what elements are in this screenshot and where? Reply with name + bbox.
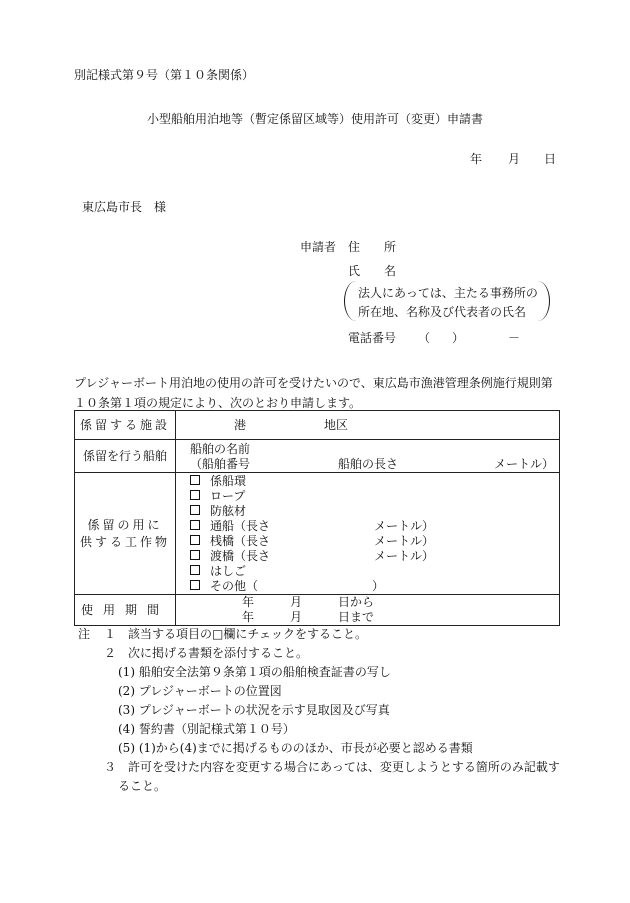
note-2-item-2: (2) プレジャーボートの位置図 bbox=[118, 684, 282, 698]
period-from-year: 年 bbox=[242, 595, 255, 609]
pier-meter-label: メートル） bbox=[374, 534, 435, 548]
corporate-note-line-2: 所在地、名称及び代表者の氏名 bbox=[358, 305, 527, 319]
note-2-item-1: (1) 船舶安全法第９条第１項の船舶検査証書の写し bbox=[118, 665, 391, 679]
structure-item-fender[interactable]: 防舷材 bbox=[190, 504, 246, 519]
checkbox[interactable] bbox=[190, 505, 200, 515]
structure-item-ladder[interactable]: はしご bbox=[190, 564, 246, 579]
note-3-continued: ること。 bbox=[118, 779, 167, 793]
vessel-row bbox=[75, 440, 560, 473]
addressee: 東広島市長 様 bbox=[82, 200, 167, 214]
period-row bbox=[75, 595, 560, 626]
applicant-label: 申請者 bbox=[300, 240, 337, 254]
form-number-label: 別記様式第９号（第１０条関係） bbox=[74, 68, 255, 82]
structure-item-gangway[interactable]: 渡橋（長さ bbox=[190, 549, 270, 564]
vessel-number-label: （船舶番号 bbox=[190, 457, 251, 471]
other-paren-close: ） bbox=[372, 579, 385, 593]
note-2-item-4: (4) 誓約書（別記様式第１０号） bbox=[118, 722, 295, 736]
facility-label: 係留する施設 bbox=[75, 411, 176, 440]
structure-item-rope[interactable]: ロープ bbox=[190, 489, 245, 504]
vessel-length-label: 船舶の長さ bbox=[338, 457, 399, 471]
date-month-label: 月 bbox=[508, 152, 521, 166]
checkbox[interactable] bbox=[190, 535, 200, 545]
period-from-month: 月 bbox=[290, 595, 303, 609]
note-1: 注 １ 該当する項目の□欄にチェックをすること。 bbox=[74, 625, 564, 644]
structure-item-pier[interactable]: 桟橋（長さ bbox=[190, 534, 270, 549]
corporate-note-line-1: 法人にあっては、主たる事務所の bbox=[358, 286, 538, 300]
period-value-cell[interactable] bbox=[176, 595, 560, 626]
structures-label-line-2: 供する工作物 bbox=[79, 535, 170, 549]
checkbox[interactable] bbox=[190, 475, 200, 485]
facility-port-label: 港 bbox=[234, 418, 247, 432]
structure-item-mooring-ring[interactable]: 係船環 bbox=[190, 474, 246, 489]
facility-area-label: 地区 bbox=[324, 418, 349, 432]
structures-row bbox=[75, 473, 560, 595]
vessel-label: 係留を行う船舶 bbox=[75, 440, 176, 473]
period-label: 使用期間 bbox=[75, 595, 176, 626]
note-3: ３ 許可を受けた内容を変更する場合にあっては、変更しようとする箇所のみ記載す bbox=[104, 760, 560, 774]
checkbox[interactable] bbox=[190, 490, 200, 500]
note-2-item-3: (3) プレジャーボートの状況を示す見取図及び写真 bbox=[118, 703, 390, 717]
gangway-meter-label: メートル） bbox=[374, 549, 435, 563]
phone-paren-open: （ bbox=[418, 331, 431, 345]
notes-section bbox=[74, 625, 564, 796]
structure-item-other[interactable]: その他（ bbox=[190, 579, 258, 594]
structures-label bbox=[75, 473, 176, 595]
date-day-label: 日 bbox=[544, 152, 557, 166]
tender-boat-meter-label: メートル） bbox=[374, 519, 435, 533]
note-2: ２ 次に掲げる書類を添付すること。 bbox=[104, 646, 309, 660]
checkbox[interactable] bbox=[190, 520, 200, 530]
period-until-year: 年 bbox=[242, 610, 255, 624]
vessel-meter-label: メートル） bbox=[494, 457, 555, 471]
notes-prefix: 注 bbox=[78, 627, 91, 641]
note-2-item-5: (5) (1)から(4)までに掲げるもののほか、市長が必要と認める書類 bbox=[118, 741, 473, 755]
structure-item-tender-boat[interactable]: 通船（長さ bbox=[190, 519, 270, 534]
address-label: 住 所 bbox=[348, 240, 397, 254]
checkbox[interactable] bbox=[190, 565, 200, 575]
date-year-label: 年 bbox=[470, 152, 483, 166]
name-label: 氏 名 bbox=[348, 264, 397, 278]
vessel-name-label: 船舶の名前 bbox=[190, 442, 251, 456]
vessel-value-cell[interactable] bbox=[176, 440, 560, 473]
structures-label-line-1: 係留の用に bbox=[87, 517, 163, 532]
structures-checklist bbox=[176, 473, 560, 595]
period-until-month: 月 bbox=[290, 610, 303, 624]
application-statement: プレジャーボート用泊地の使用の許可を受けたいので、東広島市漁港管理条例施行規則第１０条第１項の規定により、次のとおり申請します。 bbox=[74, 376, 553, 410]
period-from-label: 日から bbox=[338, 595, 375, 609]
period-until-label: 日まで bbox=[338, 610, 375, 624]
phone-paren-close: ） bbox=[452, 331, 465, 345]
facility-row bbox=[75, 411, 560, 440]
document-title: 小型船舶用泊地等（暫定係留区域等）使用許可（変更）申請書 bbox=[146, 112, 483, 126]
checkbox[interactable] bbox=[190, 550, 200, 560]
checkbox[interactable] bbox=[190, 580, 200, 590]
application-table bbox=[74, 410, 560, 626]
facility-value-cell[interactable] bbox=[176, 411, 560, 440]
phone-dash: － bbox=[508, 331, 521, 345]
phone-label: 電話番号 bbox=[348, 331, 397, 345]
